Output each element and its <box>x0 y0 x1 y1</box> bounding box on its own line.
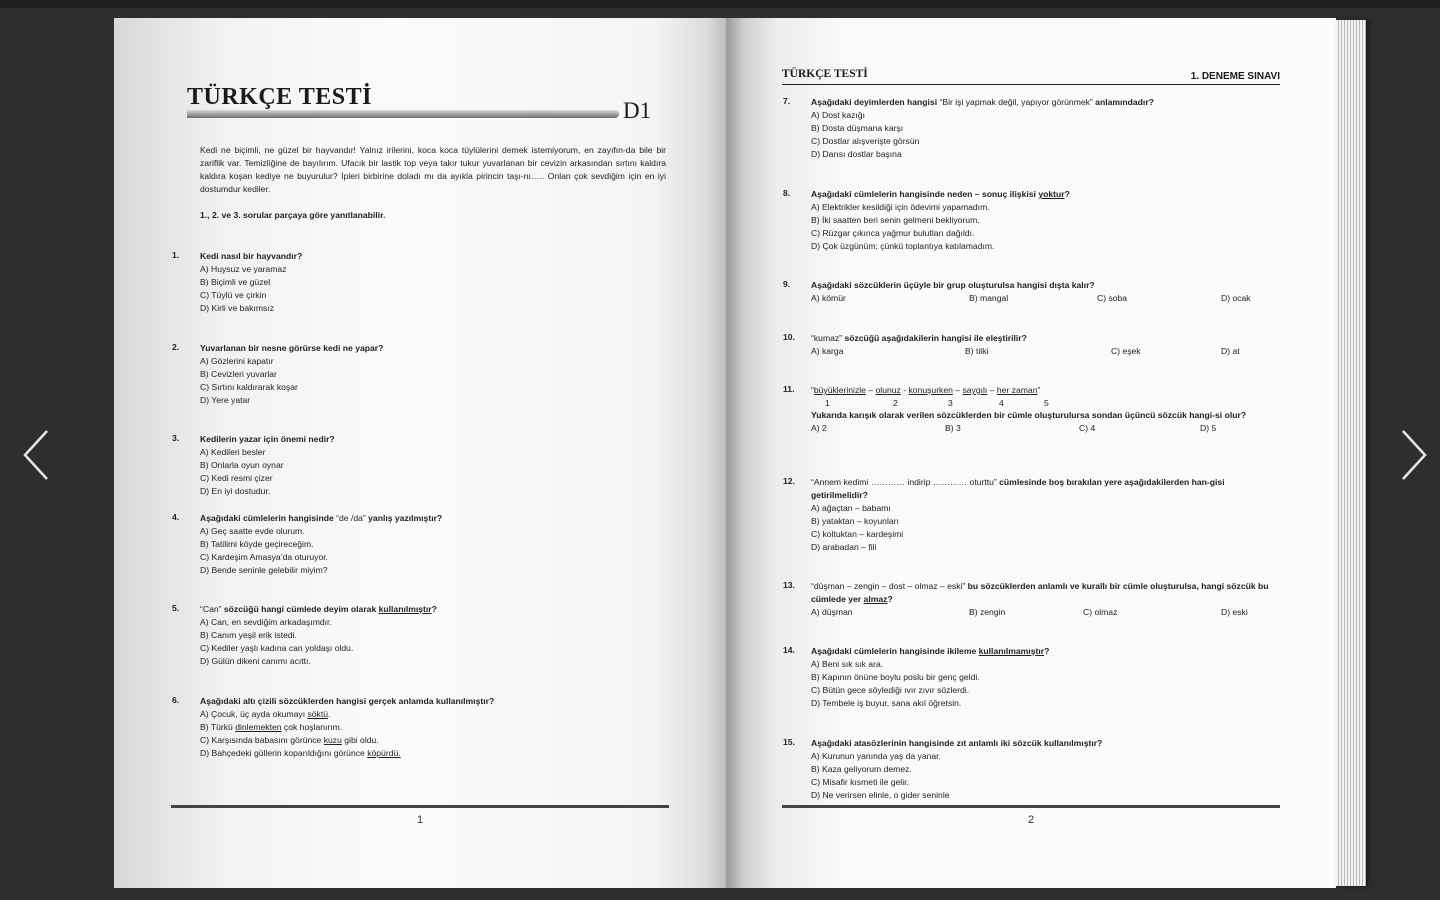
option-a: A) Kurunun yanında yaş da yanar. <box>811 751 941 761</box>
option-b: B) Biçimli ve güzel <box>200 277 271 287</box>
question-number: 12. <box>783 476 795 486</box>
question-stem: Aşağıdaki cümlelerin hangisinde “de /da” yanlış yazılmıştır? <box>200 513 443 523</box>
option-b: B) Kaza geliyorum demez. <box>811 764 912 774</box>
next-page-button[interactable] <box>1386 420 1440 490</box>
left-page[interactable] <box>114 18 726 888</box>
question-number: 6. <box>172 695 180 705</box>
question-stem: Aşağıdaki deyimlerden hangisi “Bir işi yapmak değil, yapıyor görünmek” anlamındadır? <box>811 97 1154 107</box>
option-a: A) Beni sık sık ara. <box>811 659 884 669</box>
option-b: B) Dosta düşmana karşı <box>811 123 904 133</box>
option-c: C) Sırtını kaldırarak koşar <box>200 382 298 392</box>
option-a: A) Can, en sevdiğim arkadaşımdır. <box>200 617 332 627</box>
footer-rule <box>782 805 1280 808</box>
options-row <box>811 422 1279 435</box>
header-title: TÜRKÇE TESTİ <box>782 68 868 80</box>
header-exam-name: 1. DENEME SINAVI <box>1190 71 1280 82</box>
options-row <box>811 345 1281 358</box>
option-d: D) Kirli ve bakımsız <box>200 303 275 313</box>
question-number: 4. <box>172 512 180 522</box>
option-a: A) Çocuk, üç ayda okumayı söktü. <box>200 709 331 719</box>
option-b: B) Tatilimi köyde geçireceğim. <box>200 539 314 549</box>
title-underline <box>187 110 619 118</box>
viewer-top-bar <box>0 0 1440 8</box>
option-d: D) Bende seninle gelebilir miyim? <box>200 565 328 575</box>
option-d: D) Bahçedeki güllerin koparıldığını görünce köpürdü. <box>200 748 401 758</box>
question-number: 14. <box>783 645 795 655</box>
footer-rule <box>171 805 669 808</box>
question-stem: Yuvarlanan bir nesne görürse kedi ne yapar? <box>200 343 384 353</box>
right-page[interactable] <box>726 18 1336 888</box>
question-stem: Yukarıda karışık olarak verilen sözcüklerden bir cümle oluşturulursa sondan üçüncü sözcük hangi-si olur? <box>811 410 1247 420</box>
option-d: D) at <box>1221 346 1240 356</box>
option-a: A) karga <box>811 346 844 356</box>
options-row <box>811 606 1279 619</box>
open-book <box>114 18 1366 888</box>
option-b: B) 3 <box>945 423 961 433</box>
page-number: 2 <box>1028 814 1035 826</box>
option-a: A) ağaçtan – babamı <box>811 503 891 513</box>
question-stem: Aşağıdaki cümlelerin hangisinde ikileme kullanılmamıştır? <box>811 646 1050 656</box>
option-d: D) eski <box>1221 607 1248 617</box>
option-b: B) tilki <box>965 346 989 356</box>
option-d: D) Tembele iş buyur, sana akıl öğretsin. <box>811 698 962 708</box>
option-d: D) Darısı dostlar başına <box>811 149 902 159</box>
question-stem: Aşağıdaki sözcüklerin üçüyle bir grup oluşturulsa hangisi dışta kalır? <box>811 280 1095 290</box>
option-c: C) Karşısında babasını görünce kuzu gibi oldu. <box>200 735 379 745</box>
option-c: C) Rüzgar çıkınca yağmur bulutları dağıldı. <box>811 228 975 238</box>
header-rule <box>782 84 1280 85</box>
option-c: C) olmaz <box>1083 607 1118 617</box>
option-a: A) Elektrikler kesildiği için ödevimi yapamadım. <box>811 202 990 212</box>
option-a: A) 2 <box>811 423 827 433</box>
option-c: C) koltuktan – kardeşimi <box>811 529 904 539</box>
option-a: A) Huysuz ve yaramaz <box>200 264 287 274</box>
option-a: A) kömür <box>811 293 846 303</box>
option-c: C) Kediler yaşlı kadına can yoldaşı oldu. <box>200 643 354 653</box>
option-b: B) Türkü dinlemekten çok hoşlanırım. <box>200 722 343 732</box>
option-a: A) Dost kazığı <box>811 110 865 120</box>
option-b: B) Canım yeşil erik istedi. <box>200 630 297 640</box>
question-stem: “düşman – zengin – dost – olmaz – eski” bu sözcüklerden anlamlı ve kurallı bir cümle oluşturulsa, hangi sözcük bu cümlede yer almaz? <box>811 581 1269 604</box>
option-d: D) 5 <box>1200 423 1217 433</box>
word-numbers: 1 2 3 4 5 <box>825 398 1049 408</box>
chevron-right-icon <box>1399 427 1429 483</box>
question-number: 9. <box>783 279 791 289</box>
question-number: 2. <box>172 342 180 352</box>
options-row <box>811 292 1281 305</box>
option-b: B) Cevizleri yuvarlar <box>200 369 277 379</box>
question-stem: Aşağıdaki atasözlerinin hangisinde zıt anlamlı iki sözcük kullanılmıştır? <box>811 738 1103 748</box>
question-number: 10. <box>783 332 795 342</box>
question-stem: Aşağıdaki altı çizili sözcüklerden hangisi gerçek anlamda kullanılmıştır? <box>200 696 495 706</box>
option-c: C) Dostlar alışverişte görsün <box>811 136 920 146</box>
option-a: A) Geç saatte evde olurum. <box>200 526 305 536</box>
page-title: TÜRKÇE TESTİ <box>187 84 372 110</box>
question-number: 3. <box>172 433 180 443</box>
question-stem: “kumaz” sözcüğü aşağıdakilerin hangisi ile eleştirilir? <box>811 333 1027 343</box>
question-number: 11. <box>783 384 795 394</box>
option-c: C) Kardeşim Amasya’da oturuyor. <box>200 552 329 562</box>
option-d: D) ocak <box>1221 293 1251 303</box>
option-b: B) İki saatten beri senin gelmeni bekliyorum. <box>811 215 980 225</box>
option-d: D) arabadan – fili <box>811 542 877 552</box>
option-d: D) Yere yatar <box>200 395 251 405</box>
chevron-left-icon <box>21 427 51 483</box>
option-b: B) Onlarla oyun oynar <box>200 460 284 470</box>
reading-passage: Kedi ne biçimli, ne güzel bir hayvandır! Yalnız irilerini, koca koca tüylülerini demek istemiyorum, en zayıfın-da bile bir zariflik var. Temizliğine de bayılırım. Ufacık bir lastik top veya takır tukur yuvarlanan bir cevizin arkasından sırtını kaldıra kaldıra koşan kediye ne buyurulur? İpleri birbirine doladı mı da ayıkla pirincin taşı-nı….. Onlan çok sevdiğim için en iyi dostumdur kediler. <box>200 145 666 194</box>
option-c: C) Kedi resmi çizer <box>200 473 273 483</box>
question-stem: Kedilerin yazar için önemi nedir? <box>200 434 335 444</box>
question-number: 1. <box>172 250 180 260</box>
option-d: D) Gülün dikeni canımı acıttı. <box>200 656 311 666</box>
question-number: 7. <box>783 96 791 106</box>
question-number: 15. <box>783 737 795 747</box>
option-c: C) 4 <box>1079 423 1096 433</box>
test-code: D1 <box>623 98 652 123</box>
question-stem: “Can” sözcüğü hangi cümlede deyim olarak kullanılmıştır? <box>200 604 437 614</box>
option-a: A) düşman <box>811 607 853 617</box>
option-d: D) Çok üzgünüm; çünkü toplantıya katılamadım. <box>811 241 995 251</box>
question-stem: “Annem kedimi ………… indirip ………… oturttu” cümlesinde boş bırakılan yere aşağıdakilerden han-gisi getirilmelidir? <box>811 477 1225 500</box>
page-edges <box>1336 20 1366 886</box>
question-number: 5. <box>172 603 180 613</box>
option-c: C) Misafir kısmeti ile gelir. <box>811 777 909 787</box>
question-number: 13. <box>783 580 795 590</box>
page-number: 1 <box>417 814 424 826</box>
option-c: C) Tüylü ve çirkin <box>200 290 267 300</box>
option-c: C) Bütün gece söylediği ıvır zıvır sözlerdi. <box>811 685 970 695</box>
option-b: B) Kapının önüne boylu poslu bir genç geldi. <box>811 672 980 682</box>
option-a: A) Kedileri besler <box>200 447 266 457</box>
option-c: C) soba <box>1097 293 1128 303</box>
previous-page-button[interactable] <box>8 420 64 490</box>
question-number: 8. <box>783 188 791 198</box>
option-b: B) mangal <box>969 293 1009 303</box>
question-stem: Kedi nasıl bir hayvandır? <box>200 251 303 261</box>
question-stem: Aşağıdaki cümlelerin hangisinde neden – sonuç ilişkisi yoktur? <box>811 189 1070 199</box>
option-b: B) zengin <box>969 607 1006 617</box>
instruction-text: 1., 2. ve 3. sorular parçaya göre yanıtlanabilir. <box>200 210 386 220</box>
word-list: “büyüklerinizle – olunuz - konuşurken – saygılı – her zaman” <box>811 385 1041 395</box>
option-d: D) Ne verirsen elinle, o gider seninle <box>811 790 950 800</box>
option-b: B) yataktan – koyunları <box>811 516 899 526</box>
option-a: A) Gözlerini kapatır <box>200 356 274 366</box>
option-d: D) En iyi dostudur. <box>200 486 271 496</box>
option-c: C) eşek <box>1111 346 1141 356</box>
